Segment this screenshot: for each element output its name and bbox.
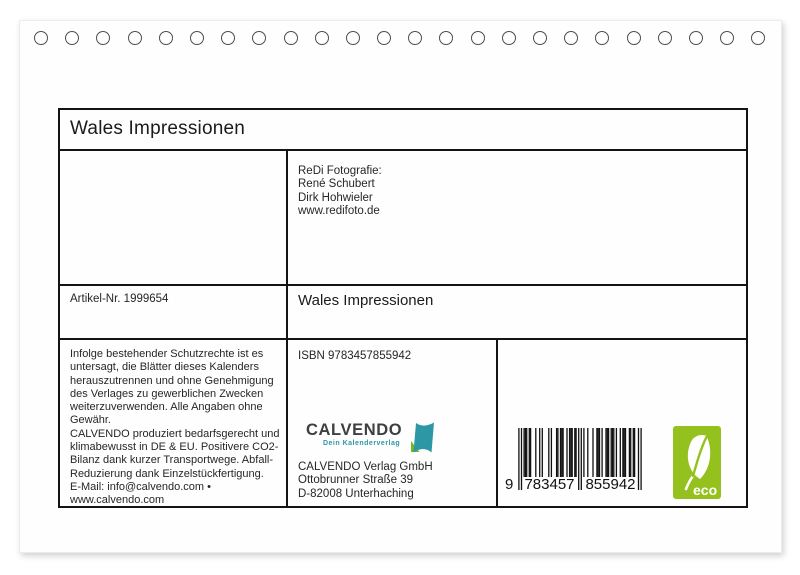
binding-hole <box>408 31 422 45</box>
binding-hole <box>190 31 204 45</box>
calendar-back-sheet <box>19 20 782 553</box>
binding-hole <box>502 31 516 45</box>
binding-hole <box>533 31 547 45</box>
address-line: D-82008 Unterhaching <box>298 487 414 500</box>
calvendo-logo <box>306 422 435 458</box>
binding-hole <box>627 31 641 45</box>
spiral-binding-holes <box>34 31 765 45</box>
table-divider <box>496 338 498 506</box>
legal-paragraph: CALVENDO produziert bedarfsgerecht und klimabewusst in DE & EU. Positivere CO2-Bilanz dank kurzer Transportwege. Abfall-Reduzierung dank Einzelstückfertigung. <box>70 427 280 480</box>
eco-label: eco <box>693 482 718 498</box>
calendar-page-icon <box>408 421 435 458</box>
legal-website-line: www.calvendo.com <box>70 494 165 507</box>
photo-credit-line: www.redifoto.de <box>298 205 380 218</box>
eco-badge <box>673 426 721 499</box>
address-line: CALVENDO Verlag GmbH <box>298 461 433 473</box>
publisher-address <box>298 461 433 501</box>
photo-credit-line: ReDi Fotografie: <box>298 165 382 177</box>
binding-hole <box>658 31 672 45</box>
info-table <box>58 108 748 508</box>
binding-hole <box>720 31 734 45</box>
binding-hole <box>751 31 765 45</box>
barcode-digits-right: 855942 <box>585 476 636 493</box>
binding-hole <box>346 31 360 45</box>
page-title: Wales Impressionen <box>70 118 246 139</box>
table-divider <box>60 149 746 151</box>
photo-credit-line: Dirk Hohwieler <box>298 191 373 204</box>
barcode-digits-left: 783457 <box>524 476 575 493</box>
table-divider <box>60 338 746 340</box>
ean-barcode <box>505 428 642 493</box>
table-divider <box>60 284 746 286</box>
calendar-title: Wales Impressionen <box>298 292 434 309</box>
calvendo-logo-tagline: Dein Kalenderverlag <box>322 440 401 447</box>
binding-hole <box>315 31 329 45</box>
binding-hole <box>65 31 79 45</box>
binding-hole <box>34 31 48 45</box>
binding-hole <box>689 31 703 45</box>
binding-hole <box>221 31 235 45</box>
binding-hole <box>252 31 266 45</box>
binding-hole <box>128 31 142 45</box>
address-line: Ottobrunner Straße 39 <box>298 474 414 487</box>
binding-hole <box>595 31 609 45</box>
binding-hole <box>377 31 391 45</box>
binding-hole <box>439 31 453 45</box>
photo-credits <box>298 165 382 219</box>
calvendo-logo-text: CALVENDO <box>306 421 403 439</box>
binding-hole <box>96 31 110 45</box>
legal-text <box>70 348 292 508</box>
photo-credit-line: René Schubert <box>298 178 375 191</box>
barcode-digit-first: 9 <box>505 476 514 493</box>
binding-hole <box>284 31 298 45</box>
isbn-text: ISBN 9783457855942 <box>298 350 412 362</box>
binding-hole <box>471 31 485 45</box>
binding-hole <box>159 31 173 45</box>
legal-paragraph: Infolge bestehender Schutzrechte ist es untersagt, die Blätter dieses Kalenders herauszutrennen und ohne Genehmigung des Verlages zu gewerblichen Zwecken weiterzuverwenden. Alle Angaben ohne Gewähr. <box>70 348 274 427</box>
article-number: Artikel-Nr. 1999654 <box>70 293 169 305</box>
binding-hole <box>564 31 578 45</box>
legal-email-line: E-Mail: info@calvendo.com • <box>70 480 211 493</box>
